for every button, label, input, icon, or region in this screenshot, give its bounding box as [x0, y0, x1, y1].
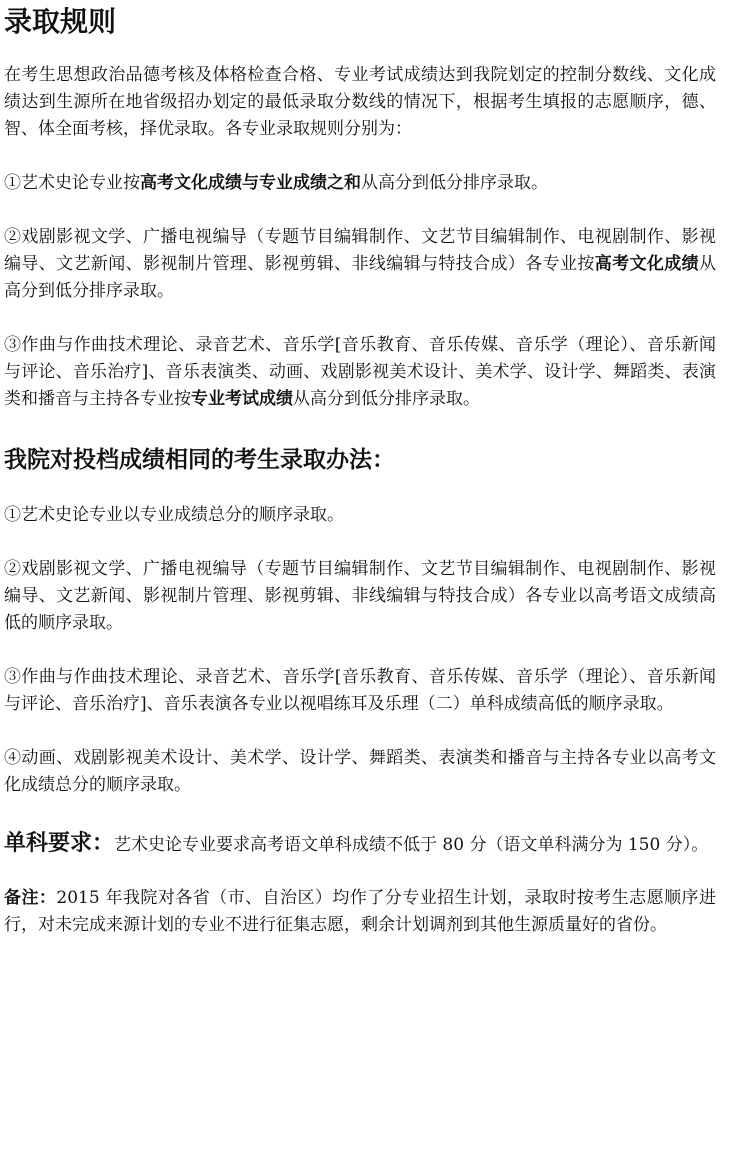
- tie-rule-2: ②戏剧影视文学、广播电视编导（专题节目编辑制作、文艺节目编辑制作、电视剧制作、影视编导、文艺新闻、影视制片管理、影视剪辑、非线编辑与特技合成）各专业以高考语文成绩高低的顺序录取。: [4, 559, 716, 633]
- single-subject-requirement: [4, 826, 716, 863]
- rule-2-bold: 高考文化成绩: [594, 254, 699, 274]
- note-label: 备注：: [4, 888, 57, 908]
- page-title: 录取规则: [4, 5, 117, 38]
- rule-3-bold: 专业考试成绩: [191, 389, 293, 409]
- tie-rule-3: ③作曲与作曲技术理论、录音艺术、音乐学[音乐教育、音乐传媒、音乐学（理论）、音乐新闻与评论、音乐治疗]、音乐表演各专业以视唱练耳及乐理（二）单科成绩高低的顺序录取。: [4, 667, 716, 714]
- rule-2: [4, 224, 716, 305]
- rule-1-post: 从高分到低分排序录取。: [361, 173, 548, 193]
- note-text: 2015 年我院对各省（市、自治区）均作了分专业招生计划，录取时按考生志愿顺序进行，对未完成来源计划的专业不进行征集志愿，剩余计划调剂到其他生源质量好的省份。: [4, 888, 717, 935]
- rule-3-post: 从高分到低分排序录取。: [293, 389, 480, 409]
- document-page: [4, 0, 716, 939]
- single-subject-text: 艺术史论专业要求高考语文单科成绩不低于 80 分（语文单科满分为 150 分）。: [114, 835, 709, 855]
- tie-rule-4: ④动画、戏剧影视美术设计、美术学、设计学、舞蹈类、表演类和播音与主持各专业以高考文化成绩总分的顺序录取。: [4, 748, 716, 795]
- note-paragraph: [4, 885, 716, 939]
- rule-2-pre: ②戏剧影视文学、广播电视编导（专题节目编辑制作、文艺节目编辑制作、电视剧制作、影视编导、文艺新闻、影视制片管理、影视剪辑、非线编辑与特技合成）各专业按: [4, 227, 716, 274]
- rule-3-pre: ③作曲与作曲技术理论、录音艺术、音乐学[音乐教育、音乐传媒、音乐学（理论）、音乐新闻与评论、音乐治疗]、音乐表演类、动画、戏剧影视美术设计、美术学、设计学、舞蹈类、表演类和播音与主持各专业按: [4, 335, 716, 409]
- single-subject-label: 单科要求：: [4, 831, 115, 856]
- tie-rule-1: ①艺术史论专业以专业成绩总分的顺序录取。: [4, 505, 344, 525]
- rule-3: [4, 332, 716, 413]
- rule-1-pre: ①艺术史论专业按: [4, 173, 140, 193]
- tie-rules-heading: 我院对投档成绩相同的考生录取办法：: [4, 447, 395, 473]
- rule-1-bold: 高考文化成绩与专业成绩之和: [140, 173, 361, 193]
- intro-paragraph: 在考生思想政治品德考核及体格检查合格、专业考试成绩达到我院划定的控制分数线、文化成绩达到生源所在地省级招办划定的最低录取分数线的情况下，根据考生填报的志愿顺序，德、智、体全面考核，择优录取。各专业录取规则分别为：: [4, 65, 716, 139]
- rule-1: [4, 170, 716, 197]
- rule-2-post: 从高分到低分排序录取。: [4, 254, 716, 301]
